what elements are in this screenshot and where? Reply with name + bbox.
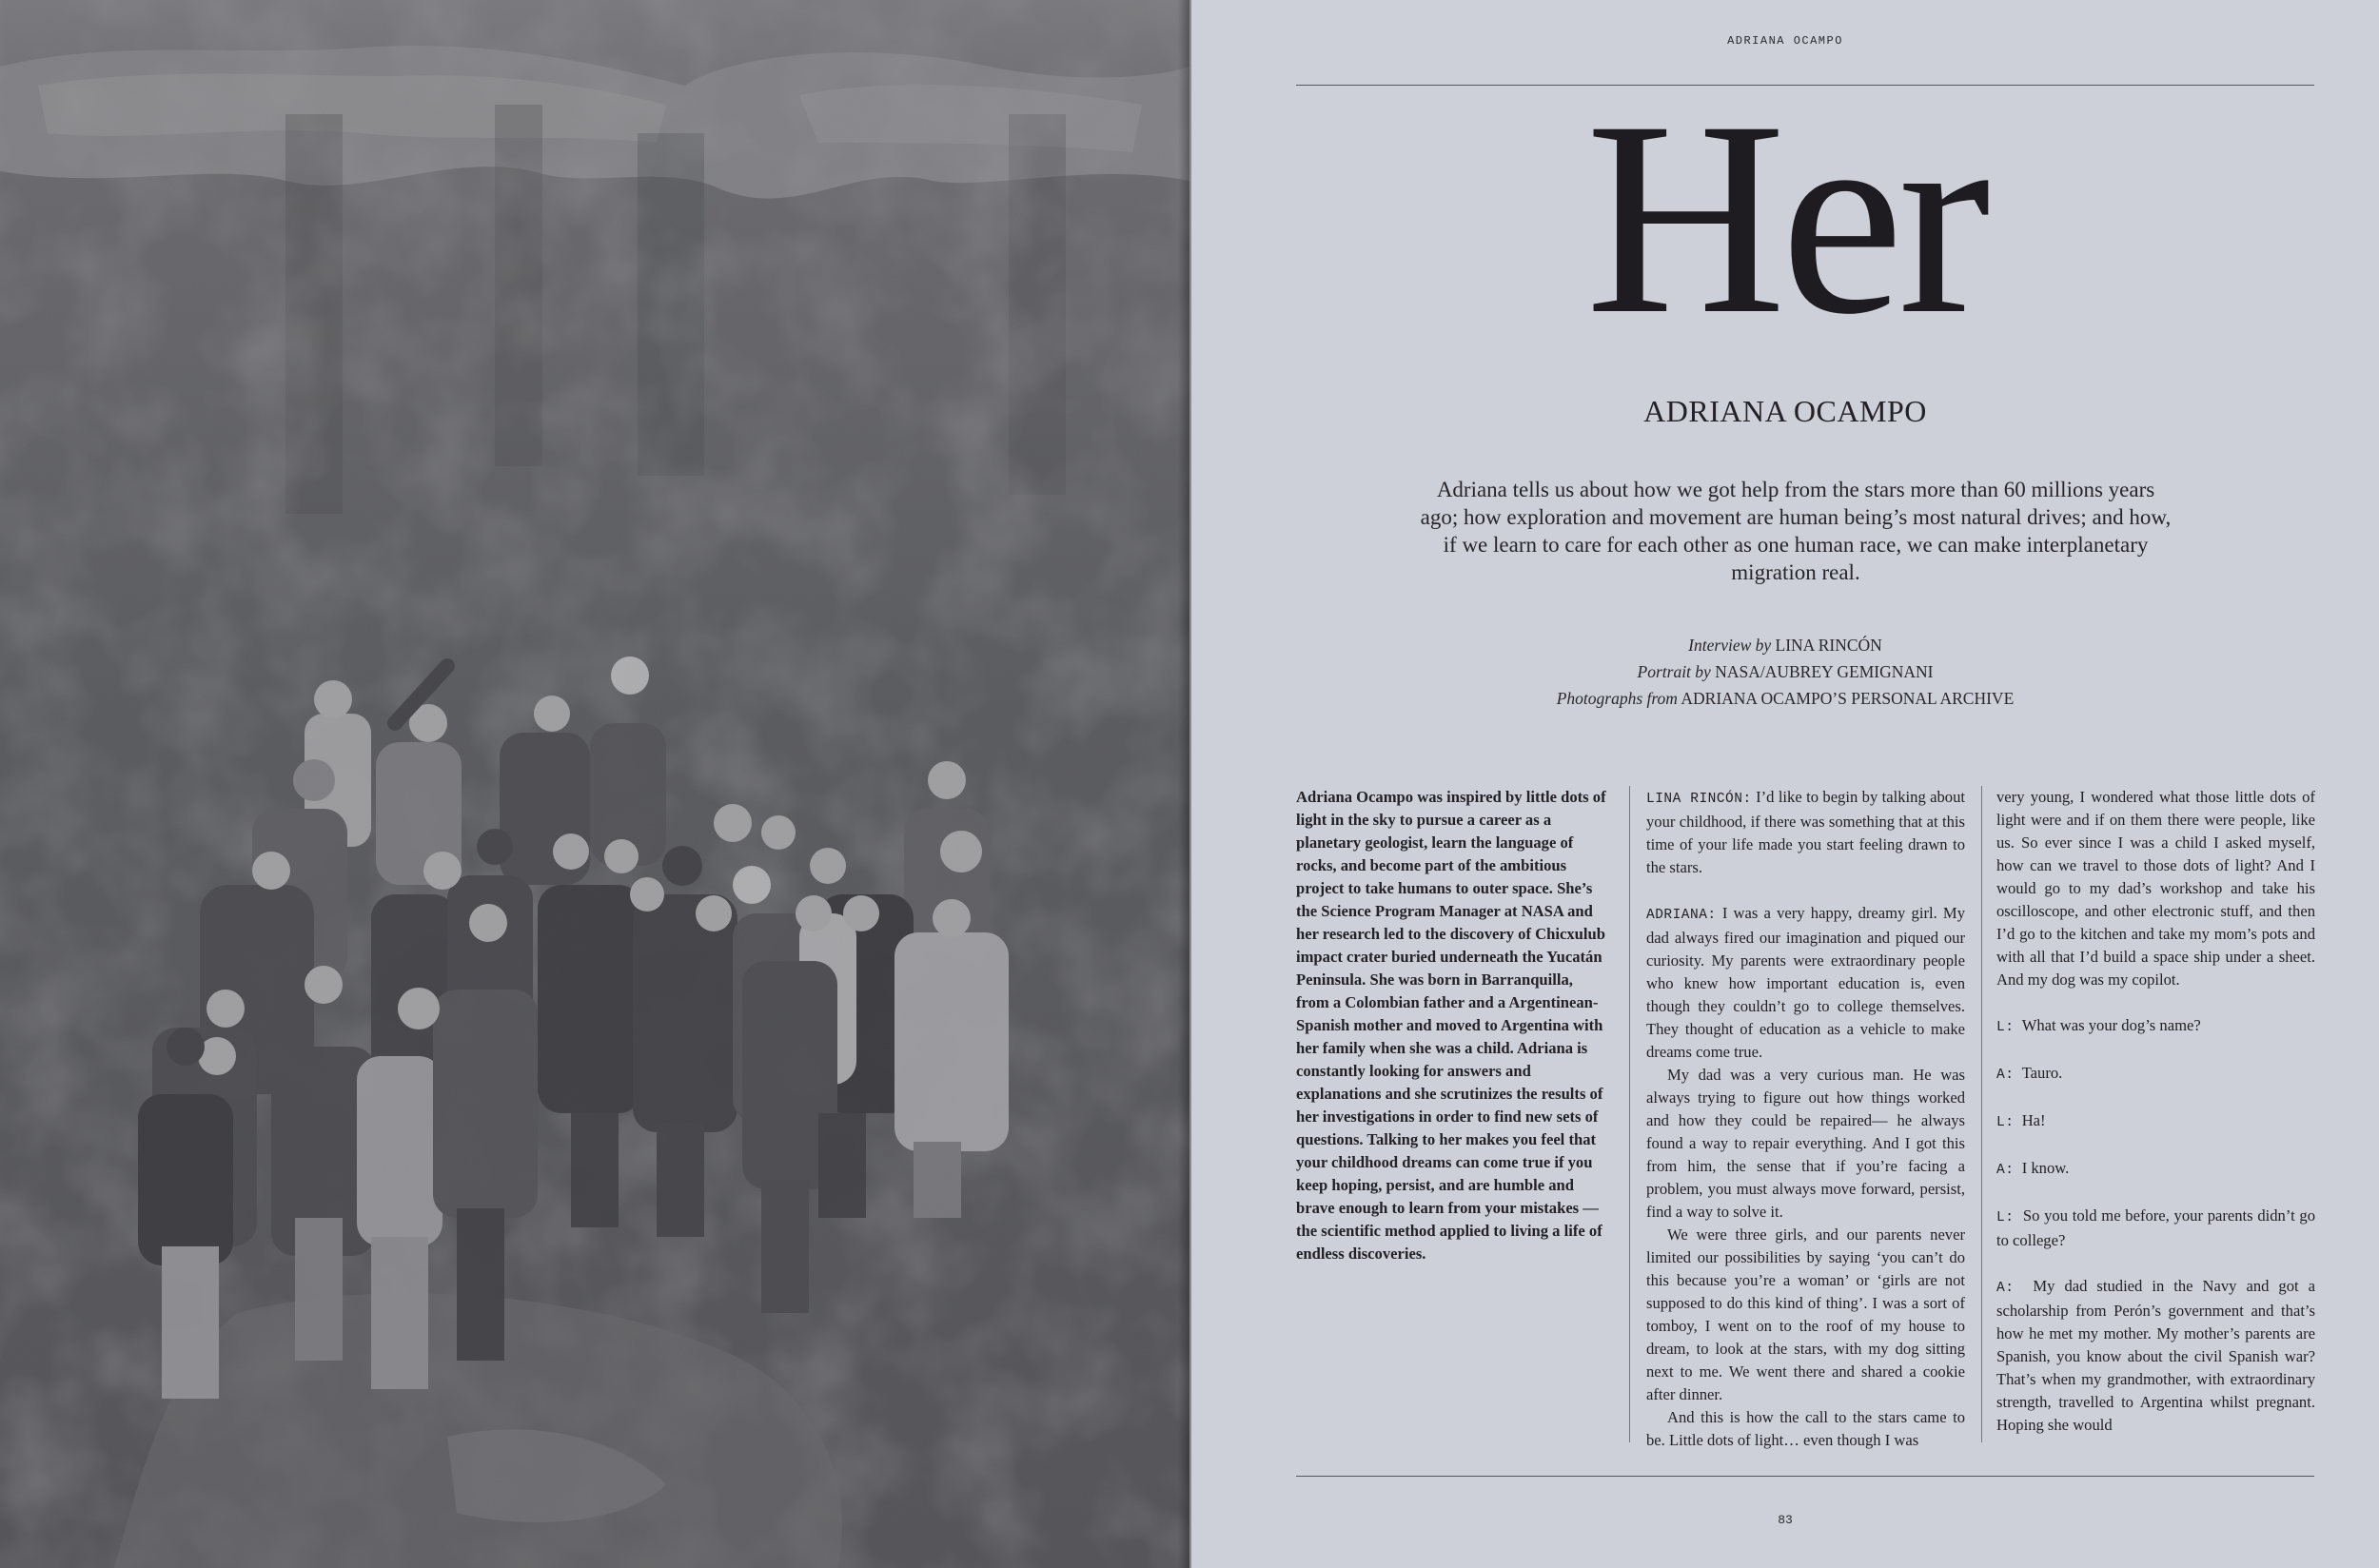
bottom-rule [1296, 1476, 2314, 1477]
credit-photographs: Photographs from ADRIANA OCAMPO’S PERSONAL ARCHIVE [1556, 689, 2015, 708]
interview-column-2 [1646, 786, 1965, 1452]
article-title: Her [1585, 65, 1985, 372]
qa-paragraph: We were three girls, and our parents never limited our possibilities by saying ‘you can’t do this because you’re a woman’ or ‘girls are not supposed to do this kind of thing’. I was a sort of tomboy, I went on to the roof of my house to dream, to look at the stars, with my dog sitting next to me. We went there and shared a cookie after dinner. [1646, 1225, 1965, 1403]
qa-paragraph: A: I know. [1996, 1159, 2070, 1178]
subject-name: ADRIANA OCAMPO [1643, 394, 1927, 428]
intro-column [1296, 786, 1606, 1265]
credit-interview: Interview by LINA RINCÓN [1688, 636, 1882, 655]
credits [1191, 632, 2379, 712]
qa-paragraph: L: What was your dog’s name? [1996, 1016, 2201, 1035]
intro-paragraph: Adriana Ocampo was inspired by little dots of light in the sky to pursue a career as a planetary geologist, learn the language of rocks, and become part of the ambitious project to take humans to outer space. She’s the Science Program Manager at NASA and her research led to the discovery of Chicxulub impact crater buried underneath the Yucatán Peninsula. She was born in Barranquilla, from a Colombian father and a Argentinean-Spanish mother and moved to Argentina with her family when she was a child. Adriana is constantly looking for answers and explanations and she scrutinizes the results of her investigations in order to find new sets of questions. Talking to her makes you feel that your childhood dreams can come true if you keep hoping, persist, and are humble and brave enough to learn from your mistakes —the scientific method applied to living a life of endless discoveries. [1296, 788, 1606, 1263]
qa-paragraph: L: Ha! [1996, 1111, 2046, 1130]
credit-portrait: Portrait by NASA/AUBREY GEMIGNANI [1637, 662, 1934, 681]
qa-paragraph: very young, I wondered what those little dots of light were and if on them there were people, like us. So ever since I was a child I asked myself, how can we travel to those dots of light? And I would go to my dad’s workshop and take his oscilloscope, and other electronic stuff, and then I’d go to the kitchen and take my mom’s pots and with all that I’d build a space ship under a sheet. And my dog was my copilot. [1996, 788, 2315, 989]
page-number: 83 [1778, 1513, 1793, 1527]
interview-column-3 [1996, 786, 2315, 1437]
column-divider [1981, 786, 1982, 1442]
qa-paragraph: My dad was a very curious man. He was always trying to figure out how things worked and how they could be repaired— he always found a way to repair everything. And I got this from him, the sense that if you’re facing a problem, you must always move forward, persist, find a way to solve it. [1646, 1066, 1965, 1221]
qa-paragraph: LINA RINCÓN: I’d like to begin by talking about your childhood, if there was something that at this time of your life made you start feeling drawn to the stars. [1646, 788, 1965, 876]
qa-paragraph: ADRIANA: I was a very happy, dreamy girl. My dad always fired our imagination and piqued our curiosity. My parents were extraordinary people who knew how important education is, even though they couldn’t go to college themselves. They thought of education as a vehicle to make dreams come true. [1646, 904, 1965, 1061]
qa-paragraph: L: So you told me before, your parents didn’t go to college? [1996, 1206, 2316, 1249]
article-page [1191, 0, 2379, 1568]
running-head: ADRIANA OCAMPO [1727, 34, 1843, 48]
standfirst: Adriana tells us about how we got help from the stars more than 60 millions years ago; how exploration and movement are human being’s most natural drives; and how, if we learn to care for each other as one human race, we can make interplanetary migration real. [1420, 478, 2172, 584]
qa-paragraph: A: My dad studied in the Navy and got a scholarship from Perón’s government and that’s how he met my mother. My mother’s parents are Spanish, you know about the civil Spanish war? That’s when my grandmother, with extraordinary strength, travelled to Argentina whilst pregnant. Hoping she would [1996, 1277, 2315, 1434]
column-divider [1629, 786, 1630, 1442]
qa-paragraph: And this is how the call to the stars came to be. Little dots of light… even though I was [1646, 1408, 1965, 1449]
qa-paragraph: A: Tauro. [1996, 1064, 2063, 1083]
